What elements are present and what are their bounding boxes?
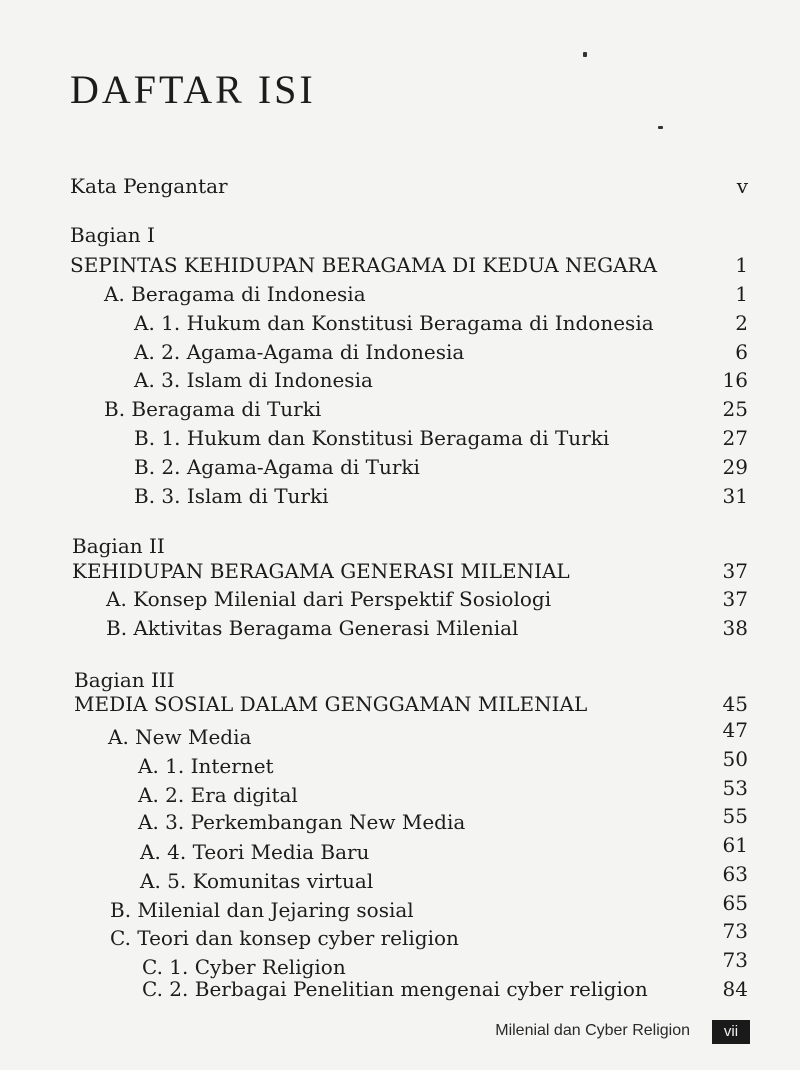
toc-subentry[interactable] xyxy=(0,424,800,452)
toc-subentry[interactable] xyxy=(0,309,800,337)
page-footer xyxy=(0,1018,800,1048)
toc-chapter-3[interactable] xyxy=(0,690,800,718)
toc-page-number: 50 xyxy=(722,747,748,771)
toc-subentry[interactable] xyxy=(0,453,800,481)
toc-part-heading-2 xyxy=(0,532,800,560)
toc-entry-label: A. New Media xyxy=(108,725,252,749)
toc-chapter-2[interactable] xyxy=(0,557,800,585)
toc-page-number: 31 xyxy=(722,484,748,508)
toc-chapter-title: SEPINTAS KEHIDUPAN BERAGAMA DI KEDUA NEGARA xyxy=(70,253,658,277)
toc-entry-label: C. Teori dan konsep cyber religion xyxy=(110,926,459,950)
toc-subentry[interactable] xyxy=(0,975,800,1003)
toc-subentry[interactable] xyxy=(0,862,800,895)
toc-entry[interactable] xyxy=(0,395,800,423)
toc-entry[interactable] xyxy=(0,919,800,952)
toc-entry-label: B. Beragama di Turki xyxy=(104,397,322,421)
toc-entry-label: B. Aktivitas Beragama Generasi Milenial xyxy=(106,616,519,640)
toc-subentry[interactable] xyxy=(0,482,800,510)
toc-subentry[interactable] xyxy=(0,833,800,866)
toc-page-number: 45 xyxy=(722,692,748,716)
toc-entry-label: B. 3. Islam di Turki xyxy=(134,484,329,508)
toc-entry-label: Kata Pengantar xyxy=(70,174,228,198)
toc-page-number: 65 xyxy=(722,891,748,915)
toc-page-number: 37 xyxy=(722,559,748,583)
toc-subentry[interactable] xyxy=(0,366,800,394)
toc-entry[interactable] xyxy=(0,585,800,613)
toc-entry-label: A. 5. Komunitas virtual xyxy=(140,869,374,893)
toc-entry-label: A. 2. Era digital xyxy=(138,783,298,807)
toc-entry-label: A. 3. Perkembangan New Media xyxy=(138,810,466,834)
toc-entry[interactable] xyxy=(0,718,800,751)
toc-part-label: Bagian I xyxy=(70,223,155,247)
running-title: Milenial dan Cyber Religion xyxy=(495,1022,690,1039)
toc-entry-label: A. 1. Internet xyxy=(138,754,274,778)
toc-page-number: 6 xyxy=(735,340,748,364)
toc-page-number: 47 xyxy=(722,718,748,742)
toc-entry-label: A. Konsep Milenial dari Perspektif Sosiologi xyxy=(106,587,552,611)
toc-entry[interactable] xyxy=(0,891,800,924)
toc-page-number: 2 xyxy=(735,311,748,335)
toc-page-number: 63 xyxy=(722,862,748,886)
toc-part-label: Bagian III xyxy=(74,668,175,692)
toc-part-heading-1 xyxy=(0,221,800,249)
toc-page-number: 53 xyxy=(722,776,748,800)
toc-subentry[interactable] xyxy=(0,804,800,836)
toc-page-number: 1 xyxy=(735,282,748,306)
toc-chapter-1[interactable] xyxy=(0,251,800,279)
toc-page-number: 37 xyxy=(722,587,748,611)
toc-page-number: 73 xyxy=(722,919,748,943)
toc-entry-kata-pengantar[interactable] xyxy=(0,172,800,200)
toc-entry-label: A. Beragama di Indonesia xyxy=(104,282,366,306)
toc-page-number: 27 xyxy=(722,426,748,450)
toc-subentry[interactable] xyxy=(0,776,800,809)
toc-subentry[interactable] xyxy=(0,747,800,780)
toc-page-number: 29 xyxy=(722,455,748,479)
toc-page-number: 55 xyxy=(722,804,748,828)
toc-page-number: 84 xyxy=(722,977,748,1001)
toc-page-number: 38 xyxy=(722,616,748,640)
toc-chapter-title: MEDIA SOSIAL DALAM GENGGAMAN MILENIAL xyxy=(74,692,588,716)
toc-entry-label: C. 1. Cyber Religion xyxy=(142,955,346,979)
toc-part-label: Bagian II xyxy=(72,534,165,558)
toc-page-number: 61 xyxy=(722,833,748,857)
toc-entry-label: A. 4. Teori Media Baru xyxy=(140,840,370,864)
toc-page-number: v xyxy=(736,174,748,198)
toc-entry-label: B. 1. Hukum dan Konstitusi Beragama di Turki xyxy=(134,426,610,450)
toc-page-number: 1 xyxy=(735,253,748,277)
toc-page-number: 73 xyxy=(722,948,748,972)
toc-entry-label: A. 3. Islam di Indonesia xyxy=(134,368,373,392)
toc-entry-label: B. 2. Agama-Agama di Turki xyxy=(134,455,420,479)
toc-page-number: 25 xyxy=(722,397,748,421)
toc-page-number: 16 xyxy=(722,368,748,392)
toc-entry[interactable] xyxy=(0,614,800,642)
toc-entry-label: A. 2. Agama-Agama di Indonesia xyxy=(134,340,465,364)
toc-entry-label: B. Milenial dan Jejaring sosial xyxy=(110,898,414,922)
page-number-badge: vii xyxy=(712,1020,750,1044)
toc-entry-label: C. 2. Berbagai Penelitian mengenai cyber religion xyxy=(142,977,648,1001)
page-title: DAFTAR ISI xyxy=(70,67,316,112)
toc-chapter-title: KEHIDUPAN BERAGAMA GENERASI MILENIAL xyxy=(72,559,570,583)
toc-subentry[interactable] xyxy=(0,338,800,366)
toc-entry-label: A. 1. Hukum dan Konstitusi Beragama di Indonesia xyxy=(134,311,654,335)
toc-entry[interactable] xyxy=(0,280,800,308)
